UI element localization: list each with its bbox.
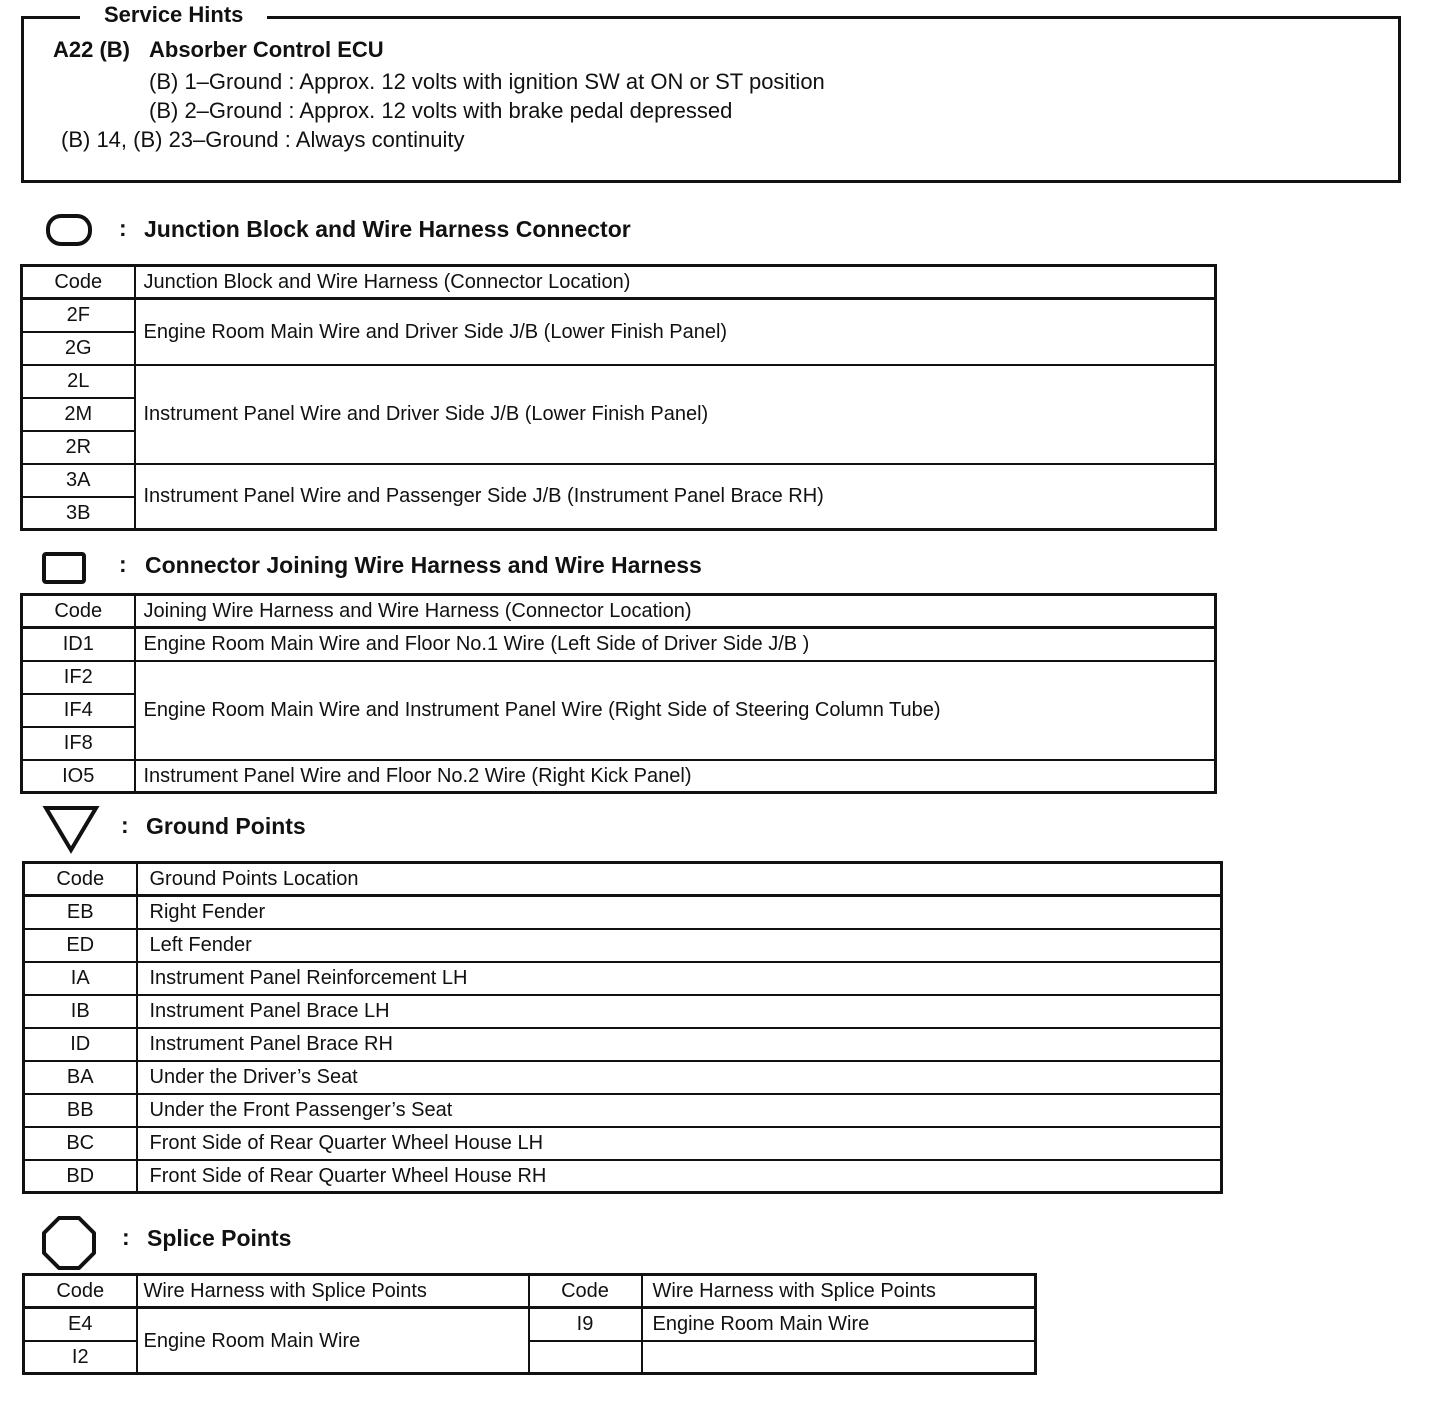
code-cell: 2R — [22, 431, 135, 464]
code-cell: IO5 — [22, 760, 135, 793]
table-row — [22, 299, 1216, 332]
connector-colon: : — [119, 551, 127, 577]
splice-heading: Splice Points — [147, 1225, 292, 1251]
code-cell: 2M — [22, 398, 135, 431]
table-header-row — [22, 266, 1216, 299]
table-row — [22, 365, 1216, 398]
location-cell: Instrument Panel Wire and Driver Side J/B (Lower Finish Panel) — [135, 365, 1216, 464]
octagon-icon — [40, 1214, 98, 1272]
ground-colon: : — [121, 812, 129, 838]
table-row — [22, 464, 1216, 497]
table-header-row — [24, 1275, 1036, 1308]
service-hints-title: Service Hints — [80, 2, 267, 28]
location-cell: Instrument Panel Reinforcement LH — [137, 962, 1222, 995]
table-row — [24, 962, 1222, 995]
connector-heading: Connector Joining Wire Harness and Wire Harness — [145, 552, 702, 578]
location-cell: Right Fender — [137, 896, 1222, 929]
location-cell: Front Side of Rear Quarter Wheel House RH — [137, 1160, 1222, 1193]
code-cell: 3A — [22, 464, 135, 497]
table-row — [22, 661, 1216, 694]
location-cell: Engine Room Main Wire and Floor No.1 Wire (Left Side of Driver Side J/B ) — [135, 628, 1216, 661]
header-code: Code — [22, 595, 135, 628]
table-row — [24, 995, 1222, 1028]
junction-table — [20, 264, 1217, 531]
code-cell: 3B — [22, 497, 135, 530]
code-cell: BB — [24, 1094, 137, 1127]
rounded-rectangle-icon — [44, 212, 94, 248]
location-cell: Engine Room Main Wire — [642, 1308, 1036, 1341]
table-row — [24, 1094, 1222, 1127]
ground-heading: Ground Points — [146, 813, 306, 839]
code-cell: BA — [24, 1061, 137, 1094]
location-cell: Engine Room Main Wire — [137, 1308, 529, 1374]
component-name: Absorber Control ECU — [149, 37, 384, 62]
table-row — [24, 1061, 1222, 1094]
location-cell: Instrument Panel Wire and Passenger Side J/B (Instrument Panel Brace RH) — [135, 464, 1216, 530]
code-cell: IA — [24, 962, 137, 995]
location-cell: Under the Front Passenger’s Seat — [137, 1094, 1222, 1127]
location-cell: Instrument Panel Brace RH — [137, 1028, 1222, 1061]
code-cell: IF2 — [22, 661, 135, 694]
code-cell: BC — [24, 1127, 137, 1160]
ground-table — [22, 861, 1223, 1194]
header-description: Junction Block and Wire Harness (Connector Location) — [135, 266, 1216, 299]
table-row — [24, 1308, 1036, 1341]
location-cell: Engine Room Main Wire and Driver Side J/B (Lower Finish Panel) — [135, 299, 1216, 365]
junction-heading: Junction Block and Wire Harness Connector — [144, 216, 631, 242]
header-description: Ground Points Location — [137, 863, 1222, 896]
code-cell: E4 — [24, 1308, 137, 1341]
table-header-row — [22, 595, 1216, 628]
empty-cell — [642, 1341, 1036, 1374]
code-cell: IB — [24, 995, 137, 1028]
header-code-left: Code — [24, 1275, 137, 1308]
table-row — [24, 1127, 1222, 1160]
table-row — [24, 896, 1222, 929]
code-cell: ED — [24, 929, 137, 962]
code-cell: 2L — [22, 365, 135, 398]
triangle-down-icon — [42, 804, 100, 854]
table-row — [24, 1160, 1222, 1193]
location-cell: Under the Driver’s Seat — [137, 1061, 1222, 1094]
table-row — [24, 1028, 1222, 1061]
splice-table — [22, 1273, 1037, 1375]
hint-line-3: (B) 14, (B) 23–Ground : Always continuity — [61, 127, 465, 152]
code-cell: IF4 — [22, 694, 135, 727]
table-row — [22, 628, 1216, 661]
location-cell: Instrument Panel Wire and Floor No.2 Wire (Right Kick Panel) — [135, 760, 1216, 793]
header-description-right: Wire Harness with Splice Points — [642, 1275, 1036, 1308]
header-code: Code — [24, 863, 137, 896]
empty-cell — [529, 1341, 642, 1374]
location-cell: Engine Room Main Wire and Instrument Panel Wire (Right Side of Steering Column Tube) — [135, 661, 1216, 760]
code-cell: I9 — [529, 1308, 642, 1341]
header-code-right: Code — [529, 1275, 642, 1308]
header-description: Joining Wire Harness and Wire Harness (Connector Location) — [135, 595, 1216, 628]
hint-line-2: (B) 2–Ground : Approx. 12 volts with brake pedal depressed — [149, 98, 733, 123]
component-code: A22 (B) — [53, 37, 131, 62]
code-cell: EB — [24, 896, 137, 929]
code-cell: 2G — [22, 332, 135, 365]
rectangle-icon — [40, 550, 88, 586]
splice-colon: : — [122, 1224, 130, 1250]
header-description-left: Wire Harness with Splice Points — [137, 1275, 529, 1308]
connector-table — [20, 593, 1217, 794]
location-cell: Front Side of Rear Quarter Wheel House LH — [137, 1127, 1222, 1160]
location-cell: Instrument Panel Brace LH — [137, 995, 1222, 1028]
code-cell: ID — [24, 1028, 137, 1061]
hint-line-1: (B) 1–Ground : Approx. 12 volts with ignition SW at ON or ST position — [149, 69, 825, 94]
table-row — [24, 929, 1222, 962]
code-cell: I2 — [24, 1341, 137, 1374]
table-header-row — [24, 863, 1222, 896]
code-cell: IF8 — [22, 727, 135, 760]
code-cell: 2F — [22, 299, 135, 332]
code-cell: ID1 — [22, 628, 135, 661]
code-cell: BD — [24, 1160, 137, 1193]
junction-colon: : — [119, 215, 127, 241]
location-cell: Left Fender — [137, 929, 1222, 962]
table-row — [22, 760, 1216, 793]
header-code: Code — [22, 266, 135, 299]
